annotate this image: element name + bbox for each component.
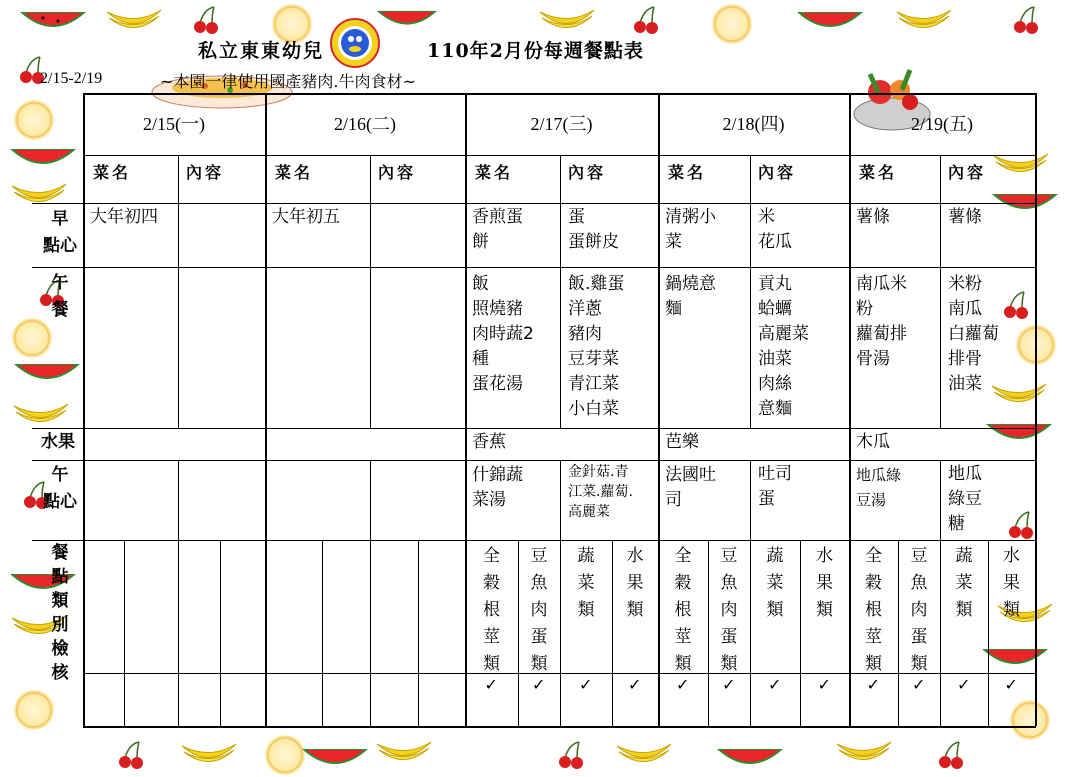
watermelon-icon: [8, 145, 78, 173]
grid-line: [83, 726, 1036, 728]
dish-column-header: 菜名: [668, 163, 707, 182]
check-mark: ✓: [676, 675, 690, 694]
watermelon-icon: [980, 420, 1058, 448]
breakfast-dish: 大年初四: [90, 207, 158, 227]
cherry-icon: [935, 740, 969, 770]
orange-slice-icon: [14, 100, 54, 140]
check-mark: ✓: [628, 675, 642, 694]
snack-dish: 地瓜綠 豆湯: [856, 466, 902, 509]
orange-slice-icon: [14, 690, 54, 730]
banana-icon: [180, 740, 238, 766]
grid-line: [849, 93, 851, 460]
lunch-content: 飯.雞蛋 洋蔥 豬肉 豆芽菜 青江菜 小白菜: [568, 274, 625, 419]
snack-content: 金針菇.青 江菜.蘿蔔. 高麗菜: [568, 464, 633, 520]
check-mark: ✓: [768, 675, 782, 694]
check-mark: ✓: [957, 675, 971, 694]
banana-icon: [615, 740, 673, 766]
grid-line: [370, 540, 371, 726]
day-header: 2/19(五): [911, 114, 973, 134]
grid-line: [658, 460, 660, 540]
content-column-header: 內容: [186, 163, 225, 182]
check-category-label: 全 穀 根 莖 類: [674, 546, 692, 674]
check-category-label: 豆 魚 肉 蛋 類: [910, 546, 928, 674]
orange-slice-icon: [1010, 700, 1050, 740]
grid-line: [32, 540, 1036, 541]
content-column-header: 內容: [758, 163, 797, 182]
grid-line: [750, 155, 751, 428]
grid-line: [560, 540, 561, 726]
content-column-header: 內容: [378, 163, 417, 182]
check-category-label: 全 穀 根 莖 類: [483, 546, 500, 674]
banana-icon: [895, 6, 953, 32]
banana-icon: [538, 6, 596, 32]
check-mark: ✓: [579, 675, 593, 694]
check-category-label: 蔬 菜 類: [955, 546, 973, 620]
check-category-label: 蔬 菜 類: [577, 546, 595, 620]
dish-column-header: 菜名: [475, 163, 514, 182]
check-mark: ✓: [817, 675, 831, 694]
lunch-dish: 鍋燒意 麵: [665, 274, 716, 319]
row-label-check: 餐 點 類 別 檢 核: [51, 543, 69, 683]
grid-line: [370, 155, 371, 428]
grid-line: [518, 540, 519, 726]
grid-line: [124, 540, 125, 726]
grid-line: [370, 460, 371, 540]
fruit-value: 木瓜: [856, 432, 890, 452]
week-range: 2/15-2/19: [40, 70, 103, 87]
check-category-label: 水 果 類: [816, 546, 833, 620]
check-mark: ✓: [912, 675, 926, 694]
cherry-icon: [115, 740, 149, 770]
lunch-dish: 南瓜米 粉 蘿蔔排 骨湯: [856, 274, 907, 369]
breakfast-dish: 薯條: [856, 207, 890, 227]
dish-column-header: 菜名: [93, 163, 132, 182]
day-header: 2/17(三): [530, 114, 593, 134]
lunch-dish: 飯 照燒豬 肉時蔬2 種 蛋花湯: [472, 274, 534, 394]
fruit-value: 芭樂: [665, 432, 699, 452]
school-logo: [330, 18, 380, 68]
watermelon-icon: [715, 745, 785, 773]
row-label-breakfast: 早 點心: [43, 209, 77, 256]
grid-line: [1035, 93, 1037, 726]
row-label-fruit: 水果: [41, 432, 75, 452]
grid-line: [32, 428, 1036, 429]
check-mark: ✓: [722, 675, 736, 694]
breakfast-content: 薯條: [948, 207, 982, 227]
breakfast-dish: 香煎蛋 餅: [472, 207, 523, 252]
breakfast-dish: 清粥小 菜: [665, 207, 716, 252]
grid-line: [83, 93, 85, 726]
cherry-icon: [1010, 5, 1044, 35]
row-label-snack: 午 點心: [43, 465, 77, 512]
breakfast-content: 米 花瓜: [758, 207, 792, 252]
banana-icon: [375, 738, 433, 764]
grid-line: [658, 93, 660, 460]
grid-line: [708, 540, 709, 726]
banana-icon: [12, 400, 70, 426]
watermelon-icon: [795, 8, 865, 36]
grid-line: [32, 267, 1036, 268]
fruit-value: 香蕉: [472, 432, 506, 452]
notice-text: ~本園一律使用國產豬肉.牛肉食材~: [160, 72, 416, 91]
snack-dish: 法國吐 司: [665, 465, 716, 510]
watermelon-icon: [8, 360, 86, 388]
breakfast-dish: 大年初五: [272, 207, 340, 227]
grid-line: [322, 540, 323, 726]
grid-line: [560, 155, 561, 428]
snack-content: 吐司 蛋: [758, 464, 792, 509]
check-category-label: 全 穀 根 莖 類: [865, 546, 882, 674]
content-column-header: 內容: [568, 163, 607, 182]
grid-line: [265, 93, 267, 460]
grid-line: [465, 540, 467, 726]
check-category-label: 豆 魚 肉 蛋 類: [720, 546, 738, 674]
cherry-icon: [190, 5, 224, 35]
school-name: 私立東東幼兒: [198, 40, 325, 62]
check-mark: ✓: [866, 675, 880, 694]
banana-icon: [835, 738, 893, 764]
day-header: 2/16(二): [334, 114, 396, 134]
snack-content: 地瓜 綠豆 糖: [948, 464, 982, 534]
grid-line: [465, 460, 467, 540]
grid-line: [658, 540, 660, 726]
grid-line: [612, 540, 613, 726]
snack-dish: 什錦蔬 菜湯: [472, 465, 523, 510]
grid-line: [988, 540, 989, 726]
grid-line: [178, 460, 179, 540]
banana-icon: [105, 6, 163, 32]
grid-line: [940, 460, 941, 540]
orange-slice-icon: [265, 735, 305, 775]
grid-line: [265, 540, 267, 726]
orange-slice-icon: [712, 4, 752, 44]
grid-line: [940, 155, 941, 428]
grid-line: [750, 460, 751, 540]
grid-line: [83, 93, 1036, 95]
grid-line: [465, 93, 467, 460]
day-header: 2/15(一): [143, 114, 205, 134]
grid-line: [32, 460, 1036, 461]
banana-icon: [992, 150, 1050, 176]
watermelon-icon: [975, 645, 1055, 673]
grid-line: [265, 460, 267, 540]
dish-column-header: 菜名: [859, 163, 898, 182]
cherry-icon: [1005, 510, 1039, 540]
grid-line: [849, 540, 851, 726]
check-mark: ✓: [1004, 675, 1018, 694]
grid-line: [560, 460, 561, 540]
grid-line: [178, 155, 179, 428]
cherry-icon: [1000, 290, 1034, 320]
watermelon-icon: [375, 6, 439, 34]
grid-line: [940, 540, 941, 726]
grid-line: [418, 540, 419, 726]
content-column-header: 內容: [948, 163, 987, 182]
grid-line: [220, 540, 221, 726]
dish-column-header: 菜名: [275, 163, 314, 182]
day-header: 2/18(四): [722, 114, 785, 134]
check-category-label: 蔬 菜 類: [766, 546, 784, 620]
orange-slice-icon: [12, 318, 52, 358]
lunch-content: 米粉 南瓜 白蘿蔔 排骨 油菜: [948, 274, 999, 394]
check-category-label: 豆 魚 肉 蛋 類: [530, 546, 548, 674]
check-mark: ✓: [484, 675, 498, 694]
grid-line: [32, 203, 1036, 204]
check-category-label: 水 果 類: [626, 546, 644, 620]
breakfast-content: 蛋 蛋餅皮: [568, 207, 619, 252]
watermelon-icon: [300, 745, 370, 773]
check-category-label: 水 果 類: [1003, 546, 1020, 620]
page-title: 110年2月份每週餐點表: [427, 40, 644, 62]
lunch-content: 貢丸 蛤蠣 高麗菜 油菜 肉絲 意麵: [758, 274, 809, 419]
grid-line: [178, 540, 179, 726]
grid-line: [800, 540, 801, 726]
cherry-icon: [555, 740, 589, 770]
grid-line: [898, 540, 899, 726]
row-label-lunch: 午 餐: [51, 273, 69, 320]
grid-line: [849, 460, 851, 540]
grid-line: [750, 540, 751, 726]
watermelon-icon: [18, 8, 88, 36]
check-mark: ✓: [532, 675, 546, 694]
cherry-icon: [630, 5, 664, 35]
